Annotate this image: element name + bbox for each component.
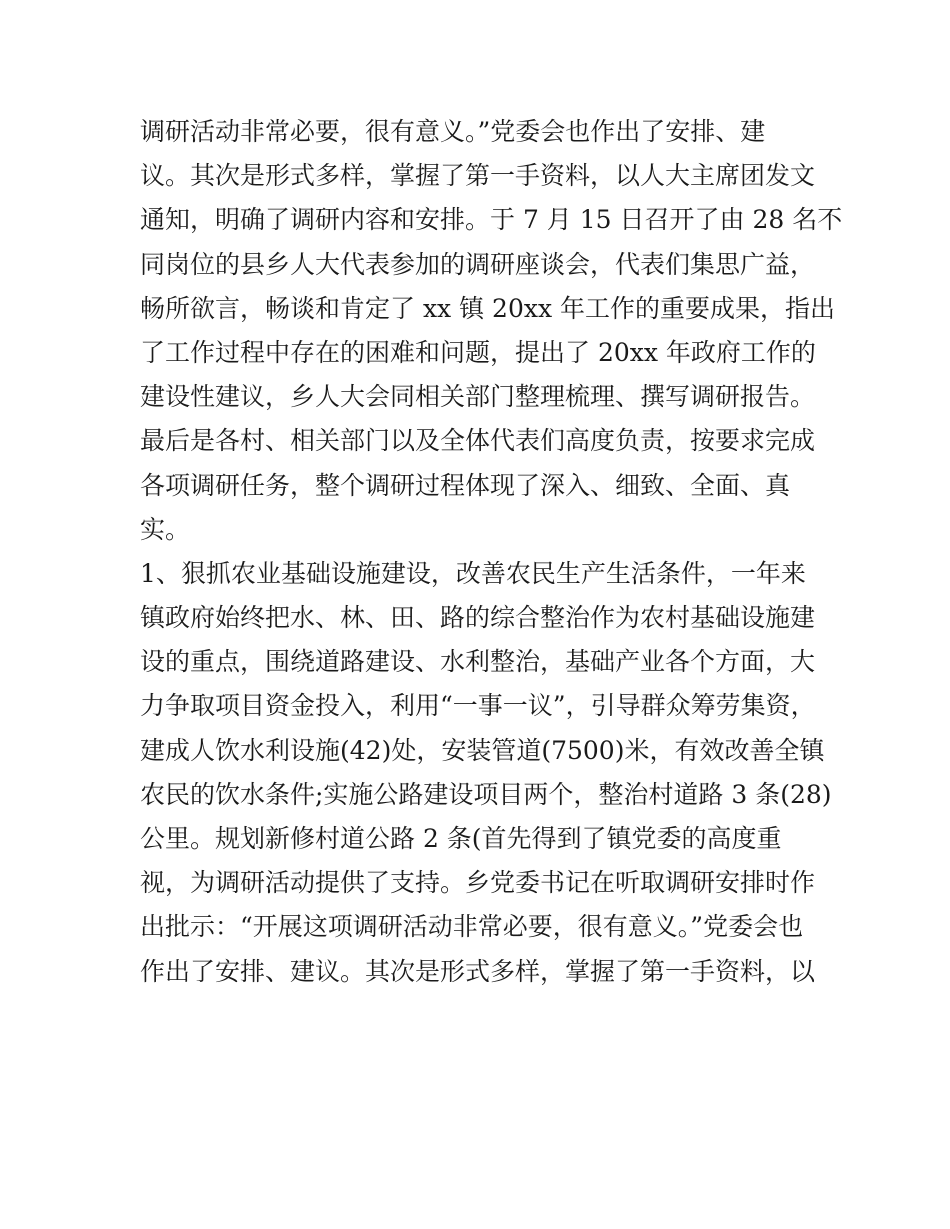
- text-line: 建设性建议，乡人大会同相关部门整理梳理、撰写调研报告。: [140, 382, 816, 412]
- text-line: 公里。规划新修村道公路 2 条(首先得到了镇党委的高度重: [140, 824, 782, 853]
- text-line: 各项调研任务，整个调研过程体现了深入、细致、全面、真: [140, 470, 791, 500]
- text-line: 调研活动非常必要，很有意义。”党委会也作出了安排、建: [140, 117, 766, 146]
- text-line: 农民的饮水条件;实施公路建设项目两个，整治村道路 3 条(28): [140, 779, 832, 809]
- text-line: 畅所欲言，畅谈和肯定了 xx 镇 20xx 年工作的重要成果，指出: [140, 293, 835, 323]
- text-line: 实。: [140, 514, 191, 544]
- text-line: 设的重点，围绕道路建设、水利整治，基础产业各个方面，大: [140, 647, 816, 677]
- text-line: 议。其次是形式多样，掌握了第一手资料，以人大主席团发文: [140, 161, 816, 191]
- text-line: 通知，明确了调研内容和安排。于 7 月 15 日召开了由 28 名不: [140, 205, 843, 235]
- text-line: 视，为调研活动提供了支持。乡党委书记在听取调研安排时作: [140, 868, 816, 898]
- text-line: 力争取项目资金投入，利用“一事一议”，引导群众筹劳集资，: [140, 691, 816, 721]
- text-line: 了工作过程中存在的困难和问题，提出了 20xx 年政府工作的: [140, 337, 816, 367]
- text-line: 作出了安排、建议。其次是形式多样，掌握了第一手资料，以: [140, 956, 816, 986]
- text-line: 出批示：“开展这项调研活动非常必要，很有意义。”党委会也: [140, 912, 804, 942]
- text-line: 1、狠抓农业基础设施建设，改善农民生产生活条件，一年来: [140, 558, 806, 588]
- text-line: 镇政府始终把水、林、田、路的综合整治作为农村基础设施建: [140, 603, 816, 633]
- text-line: 建成人饮水利设施(42)处，安装管道(7500)米，有效改善全镇: [140, 735, 825, 765]
- text-line: 同岗位的县乡人大代表参加的调研座谈会，代表们集思广益，: [140, 249, 816, 279]
- text-line: 最后是各村、相关部门以及全体代表们高度负责，按要求完成: [140, 426, 816, 456]
- body-text: [140, 110, 843, 994]
